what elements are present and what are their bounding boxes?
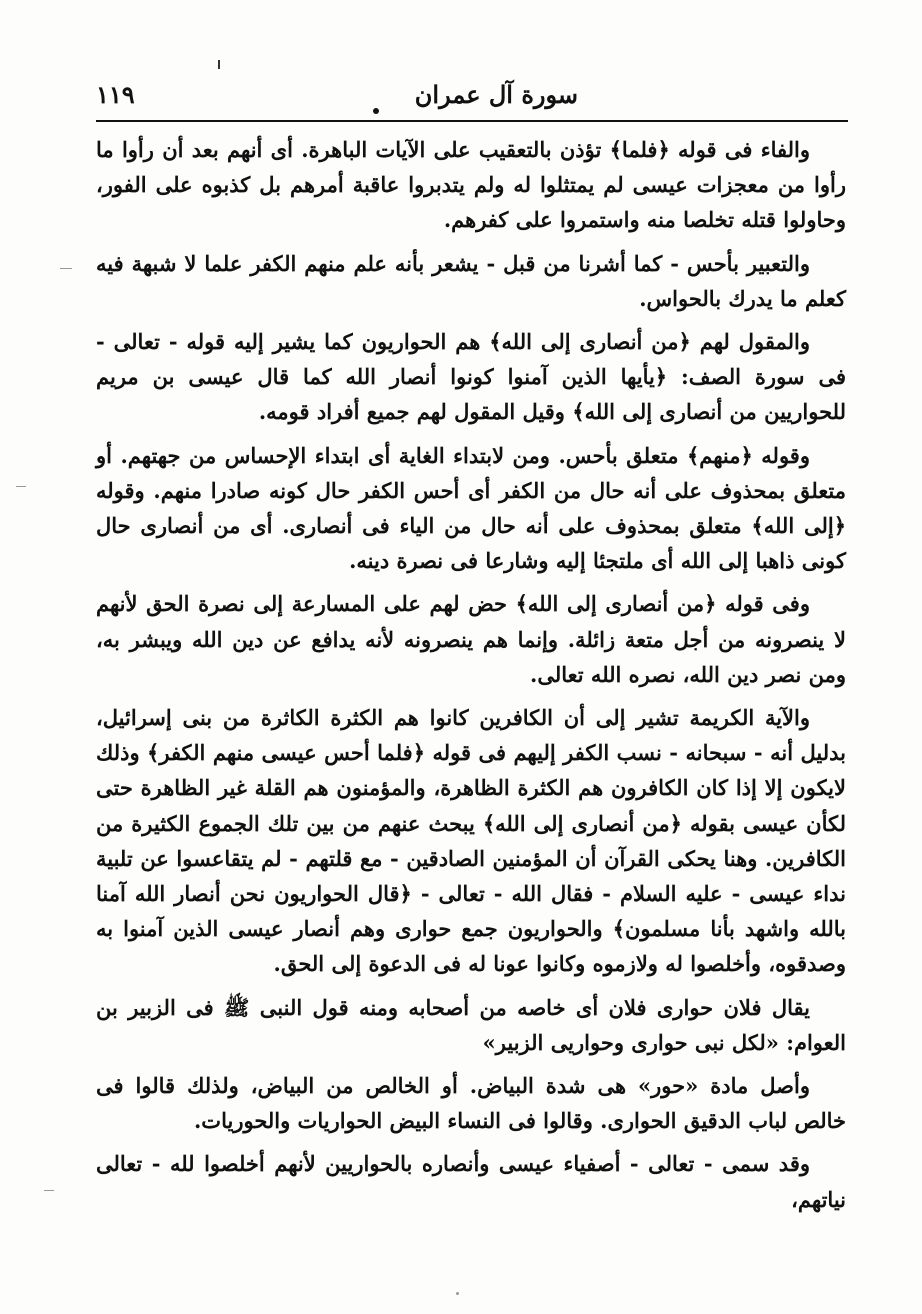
scan-speck <box>218 60 220 69</box>
header-rule <box>96 120 848 122</box>
paragraph-7: يقال فلان حوارى فلان أى خاصه من أصحابه ومنه قول النبى ﷺ فى الزبير بن العوام: «لكل نبى حوارى وحواريى الزبير» <box>96 994 846 1055</box>
paragraph-3: والمقول لهم ﴿من أنصارى إلى الله﴾ هم الحواريون كما يشير إليه قوله - تعالى - فى سورة الصف: ﴿يأيها الذين آمنوا كونوا أنصار الله كما قال عيسى بن مريم للحواريين من أنصارى إلى الله﴾ وقيل المقول لهم جميع أفراد قومه. <box>96 329 846 425</box>
paragraph-8: وأصل مادة «حور» هى شدة البياض. أو الخالص من البياض، ولذلك قالوا فى خالص لباب الدقيق الحوارى. وقالوا فى النساء البيض الحواريات والحوريات. <box>96 1073 846 1134</box>
scan-speck <box>60 268 72 269</box>
paragraph-2: والتعبير بأحس - كما أشرنا من قبل - يشعر بأنه علم منهم الكفر علما لا شبهة فيه كعلم ما يدرك بالحواس. <box>96 250 846 311</box>
scan-speck <box>44 1190 54 1191</box>
paragraph-4: وقوله ﴿منهم﴾ متعلق بأحس. ومن لابتداء الغاية أى ابتداء الإحساس من جهتهم. أو متعلق بمحذوف على أنه حال من الكفر أى أحس الكفر حال كونه صادرا منهم. وقوله ﴿إلى الله﴾ متعلق بمحذوف على أنه حال من الياء فى أنصارى. أى من أنصارى حال كونى ذاهبا إلى الله أى ملتجئا إليه وشارعا فى نصرة دينه. <box>96 442 846 574</box>
paragraph-6: والآية الكريمة تشير إلى أن الكافرين كانوا هم الكثرة الكاثرة من بنى إسرائيل، بدليل أنه - سبحانه - نسب الكفر إليهم فى قوله ﴿فلما أحس عيسى منهم الكفر﴾ وذلك لايكون إلا إذا كان الكافرون هم الكثرة الظاهرة، والمؤمنون هم القلة غير الظاهرة حتى لكأن عيسى بقوله ﴿من أنصارى إلى الله﴾ يبحث عنهم من بين تلك الجموع الكثيرة من الكافرين. وهنا يحكى القرآن أن المؤمنين الصادقين - مع قلتهم - لم يتقاعسوا عن تلبية نداء عيسى - عليه السلام - فقال الله - تعالى - ﴿قال الحواريون نحن أنصار الله آمنا بالله واشهد بأنا مسلمون﴾ والحواريون جمع حوارى وهم أنصار عيسى الذين آمنوا به وصدقوه، وأخلصوا له ولازموه وكانوا عونا له فى الدعوة إلى الحق. <box>96 705 846 977</box>
surah-title: سورة آل عمران <box>414 80 578 109</box>
header-ornament-dot <box>373 108 379 114</box>
scan-speck <box>456 1292 459 1295</box>
page-header <box>96 76 848 120</box>
page-number: ١١٩ <box>96 80 135 109</box>
paragraph-9: وقد سمى - تعالى - أصفياء عيسى وأنصاره بالحواريين لأنهم أخلصوا لله - تعالى نياتهم، <box>96 1151 846 1212</box>
scan-speck <box>16 486 26 487</box>
paragraph-5: وفى قوله ﴿من أنصارى إلى الله﴾ حض لهم على المسارعة إلى نصرة الحق لأنهم لا ينصرونه من أجل متعة زائلة. وإنما هم ينصرونه لأنه يدافع عن دين الله ويبشر به، ومن نصر دين الله، نصره الله تعالى. <box>96 591 846 687</box>
paragraph-1: والفاء فى قوله ﴿فلما﴾ تؤذن بالتعقيب على الآيات الباهرة. أى أنهم بعد أن رأوا ما رأوا من معجزات عيسى لم يمتثلوا له ولم يتدبروا عاقبة أمرهم بل كذبوه على الفور، وحاولوا قتله تخلصا منه واستمروا على كفرهم. <box>96 137 846 233</box>
page-body <box>96 132 846 1225</box>
